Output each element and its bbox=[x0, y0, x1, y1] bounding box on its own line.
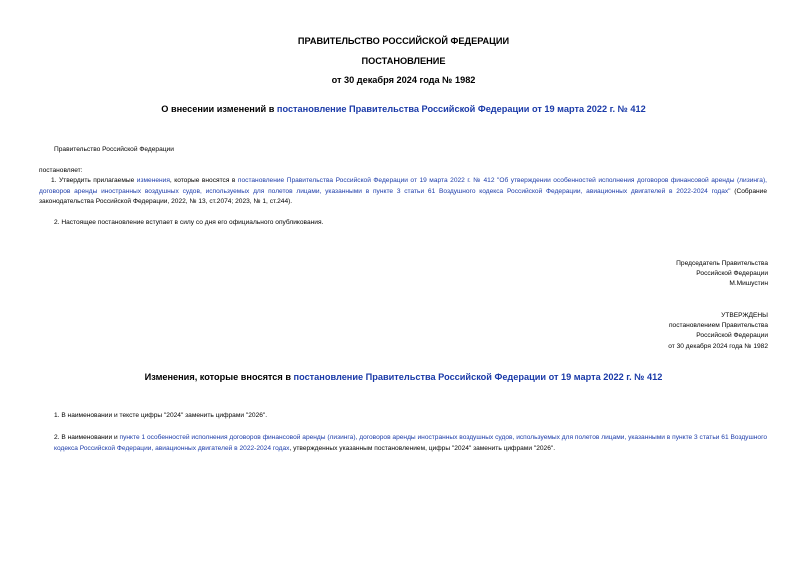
clause-1 bbox=[39, 176, 767, 208]
change-2 bbox=[54, 433, 767, 454]
signature-country: Российской Федерации bbox=[696, 270, 768, 278]
approval-by-resolution: постановлением Правительства bbox=[668, 322, 768, 330]
issuer-text: Правительство Российской Федерации bbox=[54, 146, 174, 153]
document-title bbox=[0, 104, 807, 114]
change-2-lead: 2. В наименовании и bbox=[54, 434, 120, 441]
signature-name: М.Мишустин bbox=[729, 280, 768, 288]
signature-position: Председатель Правительства bbox=[676, 260, 768, 267]
clause-1-lead: 1. Утвердить прилагаемые bbox=[51, 177, 137, 184]
approval-date-number: от 30 декабря 2024 года № 1982 bbox=[668, 342, 768, 350]
approval-country: Российской Федерации bbox=[696, 332, 768, 340]
signature-block bbox=[676, 259, 768, 290]
changes-link[interactable]: изменения bbox=[136, 177, 170, 184]
change-2-tail: , утвержденных указанным постановлением, цифры "2024" заменить цифрами "2026". bbox=[289, 444, 556, 452]
changes-title-prefix: Изменения, которые вносятся в bbox=[144, 372, 294, 382]
document-type-heading: ПОСТАНОВЛЕНИЕ bbox=[361, 56, 446, 66]
clause-2: 2. Настоящее постановление вступает в силу со дня его официального опубликования. bbox=[54, 219, 324, 226]
title-prefix: О внесении изменений в bbox=[161, 104, 277, 114]
changes-title bbox=[0, 372, 807, 382]
change-1: 1. В наименовании и тексте цифры "2024" заменить цифрами "2026". bbox=[54, 412, 268, 419]
paragraph-1-link[interactable]: пункте 1 особенностей исполнения договоров финансовой аренды (лизинга), договоров аренды иностранных воздушных судов, используемых для полетов лицами, указанными в пункте 3 статьи 61 Воздушного кодекса Российской Федерации, авиационных двигателей в 2022-2024 годах bbox=[54, 434, 767, 452]
clause-1-mid: , которые вносятся в bbox=[169, 177, 238, 184]
government-heading: ПРАВИТЕЛЬСТВО РОССИЙСКОЙ ФЕДЕРАЦИИ bbox=[297, 36, 510, 46]
resolves-text: постановляет: bbox=[39, 167, 83, 174]
approval-approved: УТВЕРЖДЕНЫ bbox=[721, 312, 768, 319]
title-resolution-link[interactable]: постановление Правительства Российской Федерации от 19 марта 2022 г. № 412 bbox=[276, 104, 646, 114]
resolution-412-link[interactable]: постановление Правительства Российской Федерации от 19 марта 2022 г. № 412 "Об утверждении особенностей исполнения договоров финансовой аренды (лизинга), договоров аренды иностранных воздушных судов, используемых для полетов лицами, указанными в пункте 3 статьи 61 Воздушного кодекса Российской Федерации, авиационных двигателей в 2022-2024 годах" bbox=[39, 177, 767, 195]
changes-title-resolution-link[interactable]: постановление Правительства Российской Федерации от 19 марта 2022 г. № 412 bbox=[293, 372, 663, 382]
clause-1-tail: (Собрание законодательства Российской Федерации, 2022, № 13, ст.2074; 2023, № 1, ст.244). bbox=[39, 187, 767, 205]
date-number-heading: от 30 декабря 2024 года № 1982 bbox=[331, 75, 476, 85]
approval-block bbox=[668, 311, 768, 352]
